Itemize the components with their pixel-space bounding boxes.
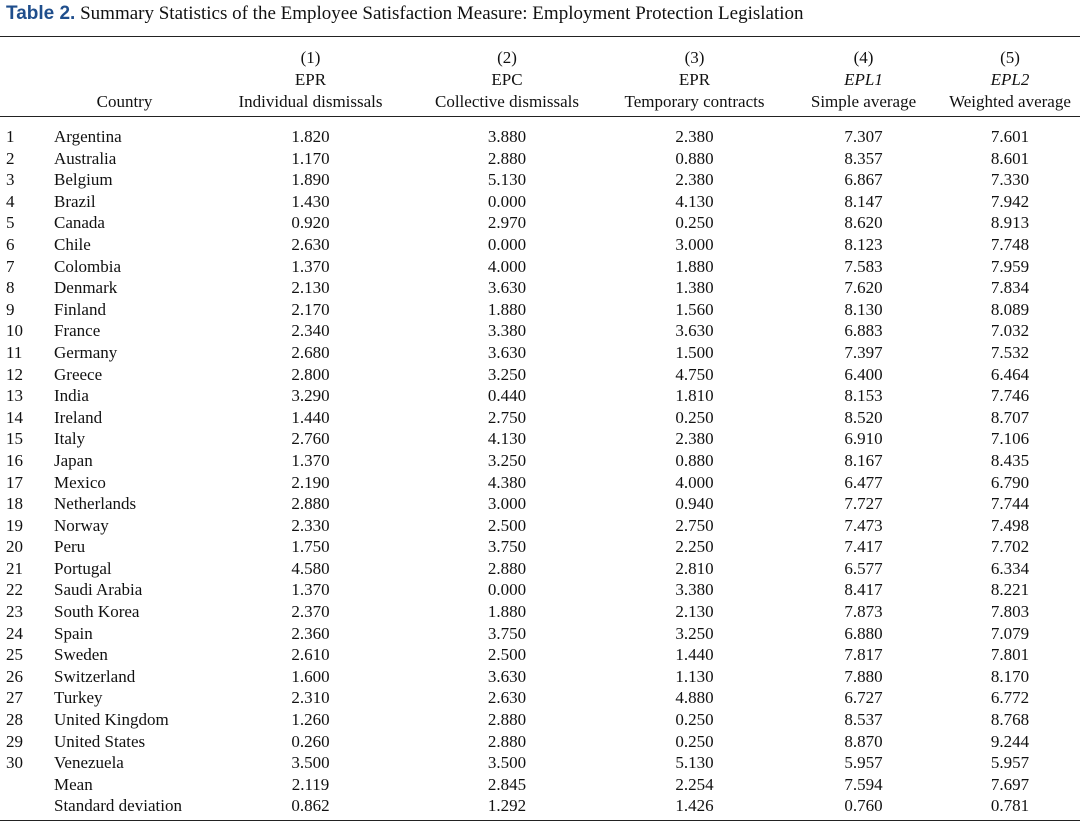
row-number <box>0 774 54 796</box>
value-cell-col1: 3.500 <box>291 753 330 773</box>
value-cell-col2: 4.000 <box>487 256 527 276</box>
table-row <box>0 472 1080 494</box>
table-row <box>0 385 1080 407</box>
value-cell-col2: 3.880 <box>487 127 527 146</box>
country-cell: France <box>54 321 101 341</box>
country-cell: Switzerland <box>54 666 136 686</box>
value-cell-col4: 8.417 <box>844 580 883 600</box>
country-cell: Australia <box>54 148 117 168</box>
value-cell-col2: 0.440 <box>487 386 527 406</box>
table-label: Table 2. <box>6 3 76 24</box>
value-cell-col3: 5.130 <box>675 753 714 773</box>
value-cell-col2: 3.250 <box>487 450 527 470</box>
country-cell: Peru <box>54 537 86 557</box>
country-cell: India <box>54 386 89 406</box>
value-cell-col5: 8.221 <box>990 580 1030 600</box>
value-cell-col4: 8.537 <box>844 710 883 730</box>
value-cell-col1: 1.370 <box>291 256 330 276</box>
value-cell-col3: 4.880 <box>675 688 714 708</box>
table-row <box>0 601 1080 623</box>
row-number: 26 <box>6 666 23 686</box>
value-cell-col5: 7.330 <box>990 170 1030 190</box>
value-cell-col1: 1.750 <box>291 537 330 557</box>
value-cell-col5: 7.834 <box>990 278 1030 298</box>
value-cell-col1: 2.119 <box>291 774 330 794</box>
header-row-abbr <box>0 69 1080 91</box>
value-cell-col3: 0.250 <box>675 407 714 427</box>
value-cell-col1: 0.260 <box>291 731 330 751</box>
row-number: 22 <box>6 580 23 600</box>
value-cell-col4: 7.594 <box>844 774 883 794</box>
col1-desc: Individual dismissals <box>238 92 383 111</box>
value-cell-col2: 3.000 <box>487 494 527 514</box>
value-cell-col3: 2.750 <box>675 515 714 535</box>
value-cell-col4: 8.357 <box>844 148 883 168</box>
value-cell-col1: 1.600 <box>291 666 330 686</box>
country-header: Country <box>96 92 153 111</box>
value-cell-col1: 1.370 <box>291 580 330 600</box>
value-cell-col1: 0.862 <box>291 796 330 816</box>
value-cell-col3: 2.130 <box>675 602 714 622</box>
value-cell-col4: 6.883 <box>844 321 883 341</box>
value-cell-col5: 9.244 <box>990 731 1030 751</box>
value-cell-col4: 6.400 <box>844 364 883 384</box>
value-cell-col5: 7.601 <box>990 127 1030 146</box>
value-cell-col4: 7.620 <box>844 278 883 298</box>
value-cell-col2: 3.250 <box>487 364 527 384</box>
country-cell: Belgium <box>54 170 113 190</box>
value-cell-col1: 2.330 <box>291 515 330 535</box>
value-cell-col5: 8.768 <box>990 710 1030 730</box>
value-cell-col3: 1.440 <box>675 645 714 665</box>
row-number: 27 <box>6 688 23 708</box>
value-cell-col3: 1.880 <box>675 256 714 276</box>
row-number: 12 <box>6 364 23 384</box>
value-cell-col1: 2.680 <box>291 342 330 362</box>
row-number: 15 <box>6 429 23 449</box>
value-cell-col2: 2.880 <box>487 710 527 730</box>
row-number: 24 <box>6 623 23 643</box>
value-cell-col1: 0.920 <box>291 213 330 233</box>
value-cell-col3: 4.000 <box>675 472 714 492</box>
value-cell-col4: 7.880 <box>844 666 883 686</box>
value-cell-col2: 4.130 <box>487 429 527 449</box>
country-cell: Italy <box>54 429 86 449</box>
value-cell-col4: 8.147 <box>844 191 883 211</box>
row-number: 18 <box>6 494 23 514</box>
value-cell-col1: 2.360 <box>291 623 330 643</box>
value-cell-col2: 2.970 <box>487 213 527 233</box>
value-cell-col1: 1.440 <box>291 407 330 427</box>
value-cell-col2: 2.880 <box>487 731 527 751</box>
country-cell: Germany <box>54 342 118 362</box>
value-cell-col3: 0.880 <box>675 148 714 168</box>
table-row <box>0 191 1080 213</box>
value-cell-col1: 2.190 <box>291 472 330 492</box>
table-row <box>0 342 1080 364</box>
row-number: 23 <box>6 602 23 622</box>
row-number: 3 <box>6 170 15 190</box>
country-cell: Denmark <box>54 278 118 298</box>
col1-number: (1) <box>300 48 321 67</box>
row-number <box>0 795 54 817</box>
table-row <box>0 666 1080 688</box>
value-cell-col1: 1.170 <box>291 148 330 168</box>
value-cell-col3: 0.250 <box>675 213 714 233</box>
row-number: 11 <box>6 342 23 362</box>
table-body <box>0 126 1080 817</box>
country-cell: Argentina <box>54 127 122 146</box>
value-cell-col2: 2.630 <box>487 688 527 708</box>
row-number: 2 <box>6 148 15 168</box>
value-cell-col4: 7.473 <box>844 515 883 535</box>
country-cell: Ireland <box>54 407 103 427</box>
value-cell-col3: 3.000 <box>675 234 714 254</box>
value-cell-col5: 8.601 <box>990 148 1030 168</box>
value-cell-col3: 3.250 <box>675 623 714 643</box>
value-cell-col1: 2.170 <box>291 299 330 319</box>
value-cell-col4: 8.153 <box>844 386 883 406</box>
country-cell: South Korea <box>54 602 140 622</box>
value-cell-col5: 7.746 <box>990 386 1030 406</box>
value-cell-col2: 0.000 <box>487 191 527 211</box>
value-cell-col2: 3.500 <box>487 753 527 773</box>
value-cell-col3: 2.380 <box>675 127 714 146</box>
value-cell-col1: 1.890 <box>291 170 330 190</box>
value-cell-col2: 2.880 <box>487 148 527 168</box>
value-cell-col2: 3.750 <box>487 623 527 643</box>
row-number: 4 <box>6 191 15 211</box>
header-rule <box>0 116 1080 117</box>
value-cell-col3: 1.500 <box>675 342 714 362</box>
value-cell-col3: 0.880 <box>675 450 714 470</box>
value-cell-col5: 8.707 <box>990 407 1030 427</box>
header-row-desc <box>0 91 1080 113</box>
value-cell-col2: 1.880 <box>487 299 527 319</box>
value-cell-col1: 2.130 <box>291 278 330 298</box>
value-cell-col5: 8.089 <box>990 299 1030 319</box>
value-cell-col1: 1.820 <box>291 127 330 146</box>
col4-number: (4) <box>853 48 874 67</box>
value-cell-col2: 3.630 <box>487 278 527 298</box>
value-cell-col4: 8.130 <box>844 299 883 319</box>
table-row <box>0 299 1080 321</box>
row-number: 10 <box>6 321 23 341</box>
header-row-numbers <box>0 47 1080 69</box>
table-row <box>0 364 1080 386</box>
table-row <box>0 752 1080 774</box>
table-row <box>0 558 1080 580</box>
row-number: 28 <box>6 710 23 730</box>
value-cell-col4: 6.477 <box>844 472 883 492</box>
country-cell: Spain <box>54 623 93 643</box>
country-cell: Portugal <box>54 558 112 578</box>
value-cell-col3: 2.254 <box>675 774 714 794</box>
value-cell-col1: 2.880 <box>291 494 330 514</box>
row-number: 17 <box>6 472 23 492</box>
value-cell-col3: 1.426 <box>675 796 714 816</box>
top-rule <box>0 36 1080 37</box>
row-number: 21 <box>6 558 23 578</box>
col5-desc: Weighted average <box>949 92 1071 111</box>
table-title: Summary Statistics of the Employee Satisfaction Measure: Employment Protection Legislation <box>80 3 804 24</box>
value-cell-col2: 0.000 <box>487 234 527 254</box>
value-cell-col3: 0.250 <box>675 731 714 751</box>
value-cell-col5: 7.532 <box>990 342 1030 362</box>
country-cell: Netherlands <box>54 494 137 514</box>
country-cell: United Kingdom <box>54 710 169 730</box>
table-row <box>0 169 1080 191</box>
row-number: 20 <box>6 537 23 557</box>
row-number: 30 <box>6 753 23 773</box>
table-row <box>0 795 1080 817</box>
value-cell-col5: 7.106 <box>990 429 1030 449</box>
value-cell-col4: 8.123 <box>844 234 883 254</box>
col4-desc: Simple average <box>810 92 917 111</box>
value-cell-col4: 0.760 <box>844 796 883 816</box>
row-number: 14 <box>6 407 23 427</box>
value-cell-col3: 1.810 <box>675 386 714 406</box>
country-cell: United States <box>54 731 146 751</box>
value-cell-col1: 4.580 <box>291 558 330 578</box>
value-cell-col5: 6.464 <box>990 364 1030 384</box>
value-cell-col2: 3.750 <box>487 537 527 557</box>
table-row <box>0 774 1080 796</box>
value-cell-col5: 7.803 <box>990 602 1030 622</box>
value-cell-col5: 7.744 <box>990 494 1030 514</box>
country-cell: Turkey <box>54 688 103 708</box>
value-cell-col1: 1.370 <box>291 450 330 470</box>
value-cell-col1: 1.430 <box>291 191 330 211</box>
table-row <box>0 731 1080 753</box>
value-cell-col4: 8.870 <box>844 731 883 751</box>
value-cell-col4: 6.910 <box>844 429 883 449</box>
value-cell-col5: 7.801 <box>990 645 1030 665</box>
country-cell: Sweden <box>54 645 108 665</box>
value-cell-col3: 2.250 <box>675 537 714 557</box>
value-cell-col5: 8.913 <box>990 213 1030 233</box>
country-cell: Finland <box>54 299 106 319</box>
country-cell: Colombia <box>54 256 122 276</box>
value-cell-col1: 3.290 <box>291 386 330 406</box>
value-cell-col2: 4.380 <box>487 472 527 492</box>
value-cell-col4: 7.583 <box>844 256 883 276</box>
value-cell-col3: 0.940 <box>675 494 714 514</box>
col2-number: (2) <box>497 48 517 67</box>
value-cell-col2: 2.500 <box>487 645 527 665</box>
row-number: 25 <box>6 645 23 665</box>
row-number: 29 <box>6 731 23 751</box>
value-cell-col1: 2.310 <box>291 688 330 708</box>
value-cell-col5: 7.702 <box>990 537 1030 557</box>
value-cell-col3: 3.380 <box>675 580 714 600</box>
value-cell-col2: 2.845 <box>487 774 527 794</box>
col3-number: (3) <box>684 48 705 67</box>
row-number: 13 <box>6 386 23 406</box>
col1-abbr: EPR <box>294 70 327 89</box>
value-cell-col2: 3.380 <box>487 321 527 341</box>
col3-abbr: EPR <box>678 70 711 89</box>
row-number: 19 <box>6 515 23 535</box>
row-number: 6 <box>6 234 15 254</box>
value-cell-col4: 8.620 <box>844 213 883 233</box>
value-cell-col2: 1.292 <box>487 796 527 816</box>
value-cell-col3: 1.560 <box>675 299 714 319</box>
country-cell: Saudi Arabia <box>54 580 143 600</box>
value-cell-col5: 7.959 <box>990 256 1030 276</box>
value-cell-col5: 7.032 <box>990 321 1030 341</box>
value-cell-col4: 7.873 <box>844 602 883 622</box>
col3-desc: Temporary contracts <box>624 92 765 111</box>
value-cell-col4: 6.867 <box>844 170 883 190</box>
value-cell-col1: 2.370 <box>291 602 330 622</box>
table-row <box>0 428 1080 450</box>
value-cell-col2: 3.630 <box>487 666 527 686</box>
table-caption <box>6 3 804 25</box>
col5-number: (5) <box>1000 48 1020 67</box>
value-cell-col4: 7.397 <box>844 342 883 362</box>
value-cell-col5: 7.079 <box>990 623 1030 643</box>
value-cell-col4: 5.957 <box>844 753 883 773</box>
value-cell-col1: 2.610 <box>291 645 330 665</box>
country-cell: Greece <box>54 364 103 384</box>
table-row <box>0 493 1080 515</box>
row-number: 9 <box>6 299 15 319</box>
table-row <box>0 623 1080 645</box>
country-cell: Canada <box>54 213 105 233</box>
value-cell-col5: 6.772 <box>990 688 1030 708</box>
value-cell-col5: 8.435 <box>990 450 1030 470</box>
value-cell-col2: 0.000 <box>487 580 527 600</box>
country-cell: Venezuela <box>54 753 124 773</box>
country-cell: Brazil <box>54 191 96 211</box>
table-row <box>0 450 1080 472</box>
value-cell-col5: 0.781 <box>990 796 1030 816</box>
value-cell-col1: 2.630 <box>291 234 330 254</box>
row-number: 5 <box>6 213 15 233</box>
table-row <box>0 234 1080 256</box>
value-cell-col2: 5.130 <box>487 170 527 190</box>
value-cell-col5: 8.170 <box>990 666 1030 686</box>
country-cell: Japan <box>54 450 93 470</box>
value-cell-col1: 2.340 <box>291 321 330 341</box>
value-cell-col2: 3.630 <box>487 342 527 362</box>
table-row <box>0 515 1080 537</box>
table-row <box>0 687 1080 709</box>
value-cell-col5: 6.790 <box>990 472 1030 492</box>
value-cell-col2: 2.750 <box>487 407 527 427</box>
value-cell-col3: 2.810 <box>675 558 714 578</box>
value-cell-col5: 7.498 <box>990 515 1030 535</box>
value-cell-col4: 8.167 <box>844 450 883 470</box>
col2-desc: Collective dismissals <box>434 92 580 111</box>
value-cell-col3: 0.250 <box>675 710 714 730</box>
value-cell-col3: 1.130 <box>675 666 714 686</box>
value-cell-col4: 6.880 <box>844 623 883 643</box>
row-number: 16 <box>6 450 23 470</box>
table-row <box>0 277 1080 299</box>
bottom-rule <box>0 820 1080 821</box>
value-cell-col5: 7.942 <box>990 191 1030 211</box>
value-cell-col3: 2.380 <box>675 170 714 190</box>
value-cell-col3: 4.750 <box>675 364 714 384</box>
row-number: 7 <box>6 256 15 276</box>
table-row <box>0 709 1080 731</box>
value-cell-col3: 3.630 <box>675 321 714 341</box>
col5-abbr: EPL2 <box>990 70 1030 89</box>
table-row <box>0 407 1080 429</box>
value-cell-col2: 2.880 <box>487 558 527 578</box>
value-cell-col4: 6.727 <box>844 688 883 708</box>
country-cell: Mexico <box>54 472 106 492</box>
value-cell-col2: 1.880 <box>487 602 527 622</box>
value-cell-col4: 8.520 <box>844 407 883 427</box>
value-cell-col5: 6.334 <box>990 558 1030 578</box>
country-cell: Norway <box>54 515 109 535</box>
col4-abbr: EPL1 <box>844 70 883 89</box>
value-cell-col3: 2.380 <box>675 429 714 449</box>
value-cell-col4: 7.817 <box>844 645 883 665</box>
value-cell-col4: 6.577 <box>844 558 883 578</box>
table-row <box>0 579 1080 601</box>
table-row <box>0 212 1080 234</box>
col2-abbr: EPC <box>491 70 523 89</box>
table-row <box>0 148 1080 170</box>
value-cell-col3: 1.380 <box>675 278 714 298</box>
value-cell-col1: 1.260 <box>291 710 330 730</box>
value-cell-col4: 7.307 <box>844 127 883 146</box>
table-row <box>0 320 1080 342</box>
country-cell: Standard deviation <box>54 796 182 816</box>
table-row <box>0 126 1080 148</box>
table-row <box>0 256 1080 278</box>
table-header <box>0 47 1080 113</box>
value-cell-col1: 2.760 <box>291 429 330 449</box>
value-cell-col1: 2.800 <box>291 364 330 384</box>
value-cell-col5: 7.697 <box>990 774 1030 794</box>
value-cell-col5: 5.957 <box>990 753 1030 773</box>
table-row <box>0 644 1080 666</box>
table-row <box>0 536 1080 558</box>
row-number: 8 <box>6 278 15 298</box>
value-cell-col2: 2.500 <box>487 515 527 535</box>
value-cell-col4: 7.417 <box>844 537 883 557</box>
value-cell-col3: 4.130 <box>675 191 714 211</box>
value-cell-col5: 7.748 <box>990 234 1030 254</box>
value-cell-col4: 7.727 <box>844 494 883 514</box>
country-cell: Chile <box>54 234 91 254</box>
row-number: 1 <box>6 127 15 146</box>
country-cell: Mean <box>54 774 93 794</box>
